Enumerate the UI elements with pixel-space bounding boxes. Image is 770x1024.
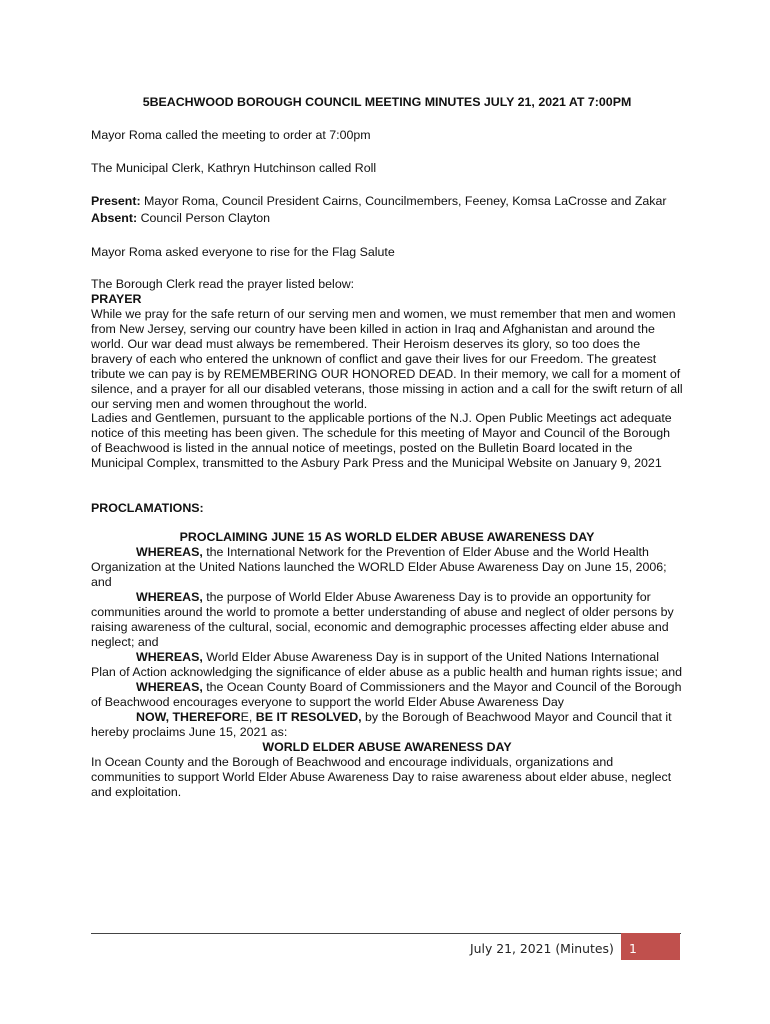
notice-text: Ladies and Gentlemen, pursuant to the applicable portions of the N.J. Open Public Meetings act adequate notice of this meeting has been given. The schedule for this meeting of Mayor and Council of the Borough of Beachwood is listed in the annual notice of meetings, posted on the Bulletin Board located in the Municipal Complex, transmitted to the Asbury Park Press and the Municipal Website on January 9, 2021 — [91, 411, 672, 470]
flag-salute: Mayor Roma asked everyone to rise for the Flag Salute — [91, 245, 395, 259]
roll-call: The Municipal Clerk, Kathryn Hutchinson called Roll — [91, 161, 377, 175]
whereas-3: WHEREAS, World Elder Abuse Awareness Day is in support of the United Nations International Plan of Action acknowledging the significance of elder abuse as a public health and human rights issue; and — [91, 650, 683, 679]
day-heading: WORLD ELDER ABUSE AWARENESS DAY — [262, 740, 512, 754]
absent-label: Absent: — [91, 211, 138, 225]
proclamation-body — [91, 530, 683, 800]
whereas-2: WHEREAS, the purpose of World Elder Abuse Awareness Day is to provide an opportunity for communities around the world to promote a better understanding of abuse and neglect of older persons by raising awareness of the cultural, social, economic and demographic processes affecting elder abuse and neglect; and — [91, 590, 674, 649]
page-number: 1 — [621, 933, 680, 960]
proclamation-title: PROCLAIMING JUNE 15 AS WORLD ELDER ABUSE AWARENESS DAY — [179, 530, 595, 544]
whereas-1: WHEREAS, the International Network for the Prevention of Elder Abuse and the World Health Organization at the United Nations launched the WORLD Elder Abuse Awareness Day on June 15, 2006; and — [91, 545, 667, 589]
present-line — [91, 194, 683, 209]
prayer-heading: PRAYER — [91, 292, 142, 306]
proclamations-heading: PROCLAMATIONS: — [91, 501, 204, 515]
absent-text: Council Person Clayton — [137, 211, 271, 225]
page-title: 5BEACHWOOD BOROUGH COUNCIL MEETING MINUTES JULY 21, 2021 AT 7:00PM — [142, 95, 632, 109]
whereas-4: WHEREAS, the Ocean County Board of Commissioners and the Mayor and Council of the Borough of Beachwood encourages everyone to support the world Elder Abuse Awareness Day — [91, 680, 682, 709]
resolution: NOW, THEREFORE, BE IT RESOLVED, by the Borough of Beachwood Mayor and Council that it hereby proclaims June 15, 2021 as: — [91, 710, 672, 739]
absent-line — [91, 211, 683, 226]
prayer-text: While we pray for the safe return of our serving men and women, we must remember that men and women from New Jersey, serving our country have been killed in action in Iraq and Afghanistan and around the world. Our war dead must always be remembered. Their Heroism deserves its glory, so too does the bravery of each who entered the unknown of conflict and gave their lives for our Freedom. The greatest tribute we can pay is by REMEMBERING OUR HONORED DEAD. In their memory, we call for a moment of silence, and a prayer for all our disabled veterans, those missing in action and a call for the swift return of all our serving men and women throughout the world. — [91, 307, 683, 411]
present-text: Mayor Roma, Council President Cairns, Councilmembers, Feeney, Komsa LaCrosse and Zakar — [140, 194, 667, 208]
footer-rule — [91, 933, 681, 934]
closing-text: In Ocean County and the Borough of Beachwood and encourage individuals, organizations and communities to support World Elder Abuse Awareness Day to raise awareness about elder abuse, neglect and exploitation. — [91, 755, 672, 799]
present-label: Present: — [91, 194, 141, 208]
call-to-order: Mayor Roma called the meeting to order at 7:00pm — [91, 128, 371, 142]
footer-date: July 21, 2021 (Minutes) — [470, 941, 614, 956]
prayer-intro: The Borough Clerk read the prayer listed below: — [91, 277, 355, 291]
